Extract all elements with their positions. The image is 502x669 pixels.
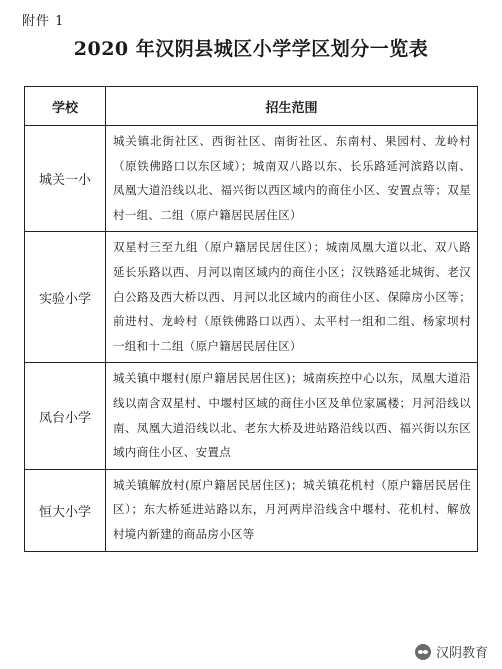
table-row xyxy=(25,232,478,363)
page-title: 2020 年汉阴县城区小学学区划分一览表 xyxy=(73,38,429,60)
wechat-icon xyxy=(415,644,431,660)
table-row xyxy=(25,126,478,232)
watermark-text: 汉阴教育 xyxy=(435,646,488,661)
column-header-school: 学校 xyxy=(25,87,106,126)
table-row xyxy=(25,363,478,469)
annex-label: 附件 1 xyxy=(22,14,65,29)
enrollment-area: 城关镇解放村(原户籍居民居住区)；城关镇花机村（原户籍居民居住区）；东大桥延进站路以东，月河两岸沿线含中堰村、花机村、解放村境内新建的商品房小区等 xyxy=(106,469,478,551)
watermark xyxy=(411,640,492,663)
table-row xyxy=(25,469,478,551)
enrollment-area: 城关镇中堰村(原户籍居民居住区)；城南疾控中心以东，凤凰大道沿线以南含双星村、中堰村区域的商住小区及单位家属楼；月河沿线以南、凤凰大道沿线以北、老东大桥及进站路沿线以西、福兴街以东区域内商住小区、安置点 xyxy=(106,363,478,469)
enrollment-area: 双星村三至九组（原户籍居民居住区）；城南凤凰大道以北、双八路延长乐路以西、月河以南区域内的商住小区；汉铁路延北城街、老汉白公路及西大桥以西、月河以北区域内的商住小区、保障房小区等；前进村、龙岭村（原铁佛路口以西）、太平村一组和二组、杨家坝村一组和十二组（原户籍居民居住区） xyxy=(106,232,478,363)
school-district-table xyxy=(24,86,478,552)
school-name: 实验小学 xyxy=(25,232,106,363)
enrollment-area: 城关镇北街社区、西街社区、南街社区、东南村、果园村、龙岭村（原铁佛路口以东区域）；城南双八路以东、长乐路延河滨路以南、凤凰大道沿线以北、福兴街以西区域内的商住小区、安置点等；双星村一组、二组（原户籍居民居住区） xyxy=(106,126,478,232)
school-name: 恒大小学 xyxy=(25,469,106,551)
school-name: 城关一小 xyxy=(25,126,106,232)
column-header-area: 招生范围 xyxy=(106,87,478,126)
school-name: 凤台小学 xyxy=(25,363,106,469)
table-header-row xyxy=(25,87,478,126)
